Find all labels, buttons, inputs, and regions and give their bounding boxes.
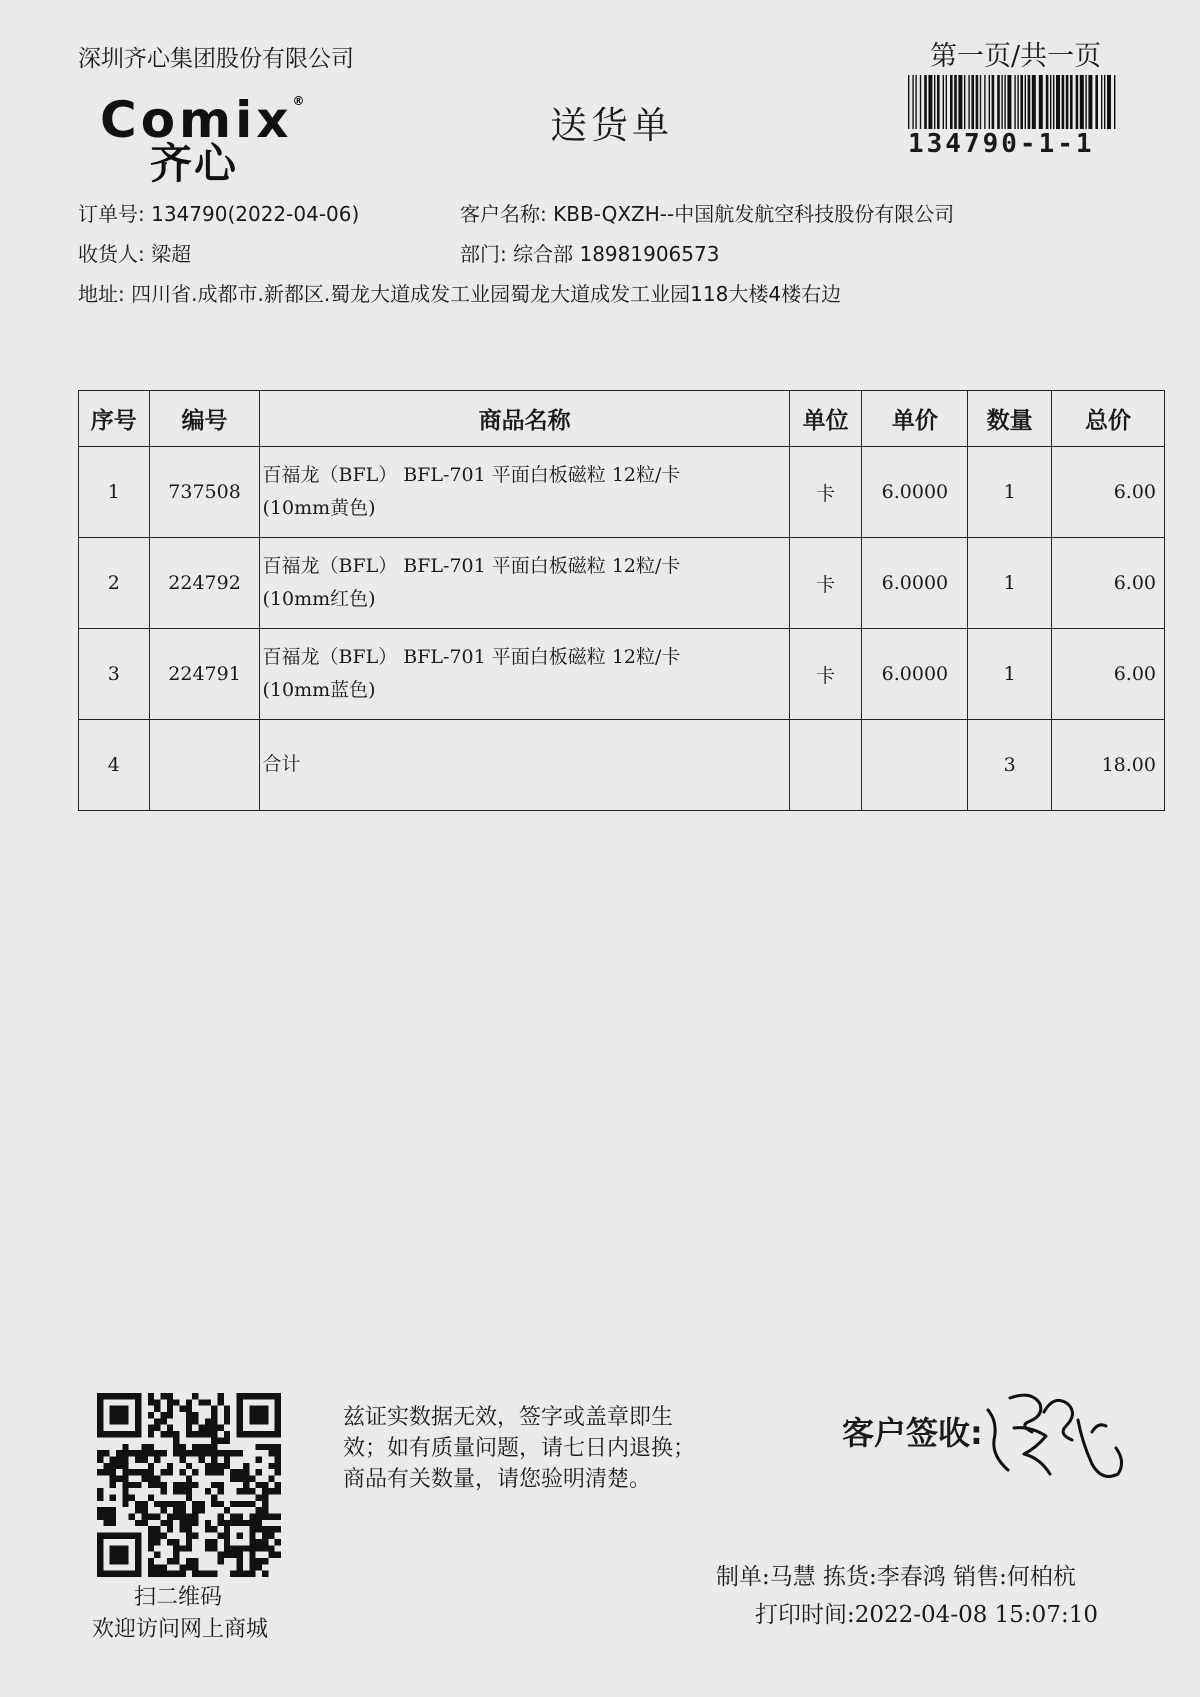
table-row (79, 447, 1165, 538)
comix-logo (100, 91, 309, 149)
receiver-value: 梁超 (151, 242, 192, 266)
address-value: 四川省.成都市.新都区.蜀龙大道成发工业园蜀龙大道成发工业园118大楼4楼右边 (131, 282, 842, 306)
empty-cell (862, 720, 968, 811)
row-price: 6.0000 (862, 629, 968, 720)
column-header: 编号 (149, 391, 260, 447)
order-number-value: 134790(2022-04-06) (151, 202, 360, 226)
logo-text: Comix (100, 91, 293, 149)
column-header: 总价 (1052, 391, 1165, 447)
department-label: 部门: (460, 242, 507, 266)
page-indicator: 第一页/共一页 (930, 41, 1102, 72)
table-row (79, 629, 1165, 720)
product-name-line2: (10mm蓝色) (262, 679, 376, 701)
row-code: 224791 (149, 629, 260, 720)
receiver (78, 238, 191, 267)
summary-label: 合计 (260, 720, 789, 811)
notice-line: 兹证实数据无效，签字或盖章即生 (343, 1405, 674, 1430)
row-qty: 1 (968, 629, 1052, 720)
receiver-label: 收货人: (78, 242, 145, 266)
comix-logo-chinese: 齐心 (150, 139, 239, 188)
department (460, 238, 719, 267)
items-table (78, 390, 1165, 811)
column-header: 序号 (79, 391, 150, 447)
row-qty: 1 (968, 447, 1052, 538)
row-unit: 卡 (789, 629, 862, 720)
row-code: 224792 (149, 538, 260, 629)
row-unit: 卡 (789, 538, 862, 629)
product-name-line1: 百福龙（BFL） BFL-701 平面白板磁粒 12粒/卡 (262, 463, 681, 486)
product-name-line2: (10mm黄色) (262, 497, 376, 519)
customer-name-value: KBB-QXZH--中国航发航空科技股份有限公司 (553, 202, 955, 226)
customer-name-label: 客户名称: (460, 202, 547, 226)
notice-text (343, 1402, 763, 1495)
document-title: 送货单 (550, 104, 673, 147)
row-product-name (260, 629, 789, 720)
barcode (906, 75, 1120, 129)
summary-total: 18.00 (1052, 720, 1165, 811)
registered-mark: ® (292, 94, 309, 108)
row-product-name (260, 447, 789, 538)
column-header: 单位 (789, 391, 862, 447)
row-price: 6.0000 (862, 447, 968, 538)
column-header: 数量 (968, 391, 1052, 447)
column-header: 商品名称 (260, 391, 789, 447)
qr-caption-mall: 欢迎访问网上商城 (92, 1617, 269, 1642)
summary-row (79, 720, 1165, 811)
summary-seq: 4 (79, 720, 150, 811)
empty-cell (789, 720, 862, 811)
customer-sign-label: 客户签收: (842, 1414, 983, 1452)
table-row (79, 538, 1165, 629)
row-price: 6.0000 (862, 538, 968, 629)
row-seq: 3 (79, 629, 150, 720)
row-seq: 2 (79, 538, 150, 629)
notice-line: 商品有关数量，请您验明清楚。 (343, 1467, 652, 1492)
column-header: 单价 (862, 391, 968, 447)
product-name-line1: 百福龙（BFL） BFL-701 平面白板磁粒 12粒/卡 (262, 554, 681, 577)
address-label: 地址: (78, 282, 125, 306)
row-product-name (260, 538, 789, 629)
notice-line: 效；如有质量问题，请七日内退换； (343, 1436, 696, 1461)
row-total: 6.00 (1052, 629, 1165, 720)
empty-cell (149, 720, 260, 811)
print-time: 打印时间:2022-04-08 15:07:10 (755, 1602, 1098, 1628)
product-name-line2: (10mm红色) (262, 588, 376, 610)
product-name-line1: 百福龙（BFL） BFL-701 平面白板磁粒 12粒/卡 (262, 645, 681, 668)
row-total: 6.00 (1052, 538, 1165, 629)
order-number (78, 198, 359, 227)
handwritten-signature (980, 1382, 1130, 1492)
row-total: 6.00 (1052, 447, 1165, 538)
address (78, 278, 841, 307)
customer-name (460, 198, 954, 227)
barcode-number: 134790-1-1 (908, 129, 1095, 159)
row-code: 737508 (149, 447, 260, 538)
row-qty: 1 (968, 538, 1052, 629)
company-name: 深圳齐心集团股份有限公司 (78, 46, 354, 72)
summary-qty: 3 (968, 720, 1052, 811)
department-value: 综合部 18981906573 (513, 242, 720, 266)
row-unit: 卡 (789, 447, 862, 538)
staff-info: 制单:马慧 拣货:李春鸿 销售:何柏杭 (716, 1564, 1076, 1590)
order-number-label: 订单号: (78, 202, 145, 226)
qr-code (97, 1393, 281, 1577)
row-seq: 1 (79, 447, 150, 538)
table-header-row (79, 391, 1165, 447)
qr-caption: 扫二维码 (134, 1585, 223, 1610)
